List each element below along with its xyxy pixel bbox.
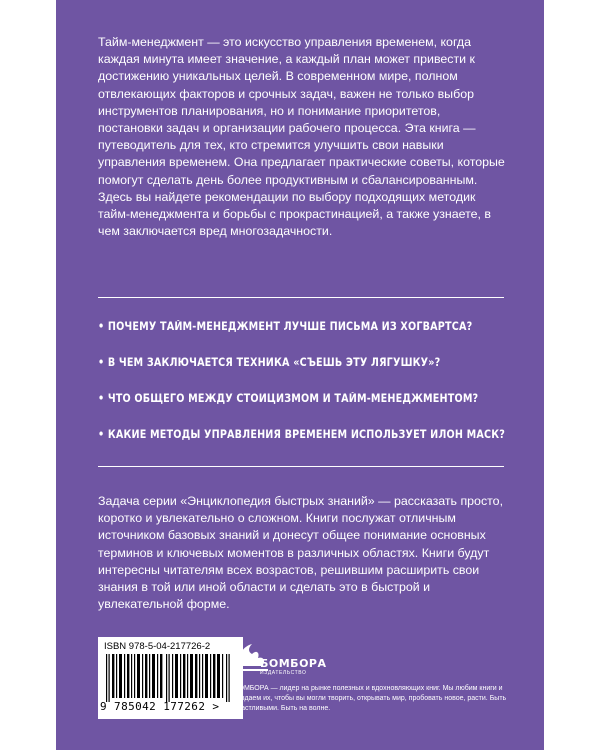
intro-paragraph: Тайм-менеджмент — это искусство управления временем, когда каждая минута имеет значение, а каждый план может привести к достижению уникальных целей. В современном мире, полном отвлекающих факторов и срочных задач, важен не только выбор инструментов планирования, но и понимание приоритетов, постановки задач и организации рабочего процесса. Эта книга — путеводитель для тех, кто стремится улучшить свои навыки управления временем. Она предлагает практические советы, которые помогут сделать день более продуктивным и сбалансированным. Здесь вы найдете рекомендации по выбору подходящих методик тайм-менеджмента и борьбы с прокрастинацией, а также узнаете, в чем заключается вред многозадачности.	[98, 35, 505, 239]
publisher-logo	[234, 640, 434, 680]
publisher-description: БОМБОРА — лидер на рынке полезных и вдохновляющих книг. Мы любим книги и создаем их, чтобы вы могли творить, открывать мир, пробовать новое, расти. Быть счастливыми. Быть на волне.	[234, 685, 507, 712]
publisher-name: БОМБОРА	[260, 657, 327, 670]
question-item: • КАКИЕ МЕТОДЫ УПРАВЛЕНИЯ ВРЕМЕНЕМ ИСПОЛЬЗУЕТ ИЛОН МАСК?	[98, 428, 505, 441]
question-item: • ЧТО ОБЩЕГО МЕЖДУ СТОИЦИЗМОМ И ТАЙМ-МЕНЕДЖМЕНТОМ?	[98, 392, 479, 405]
isbn-barcode	[98, 637, 243, 719]
publisher-subtitle: ИЗДАТЕЛЬСТВО	[260, 670, 307, 676]
divider-top	[98, 297, 504, 298]
series-description: Задача серии «Энциклопедия быстрых знаний» — рассказать просто, коротко и увлекательно о сложном. Книги послужат отличным источником базовых знаний и донесут общее понимание основных терминов и ключевых моментов в различных областях. Книги будут интересны читателям всех возрастов, решившим расширить свои знания в той или иной области и сделать это в быстрой и увлекательной форме.	[98, 494, 504, 612]
question-item: • В ЧЕМ ЗАКЛЮЧАЕТСЯ ТЕХНИКА «СЪЕШЬ ЭТУ ЛЯГУШКУ»?	[98, 356, 441, 369]
divider-bottom	[98, 466, 504, 467]
isbn-label: ISBN 978-5-04-217726-2	[104, 641, 211, 652]
barcode-digits: 9 785042 177262 >	[100, 700, 220, 713]
question-item: • ПОЧЕМУ ТАЙМ-МЕНЕДЖМЕНТ ЛУЧШЕ ПИСЬМА ИЗ ХОГВАРТСА?	[98, 320, 473, 333]
barcode-icon	[104, 654, 237, 702]
book-back-cover	[56, 0, 544, 750]
question-list	[98, 320, 508, 464]
